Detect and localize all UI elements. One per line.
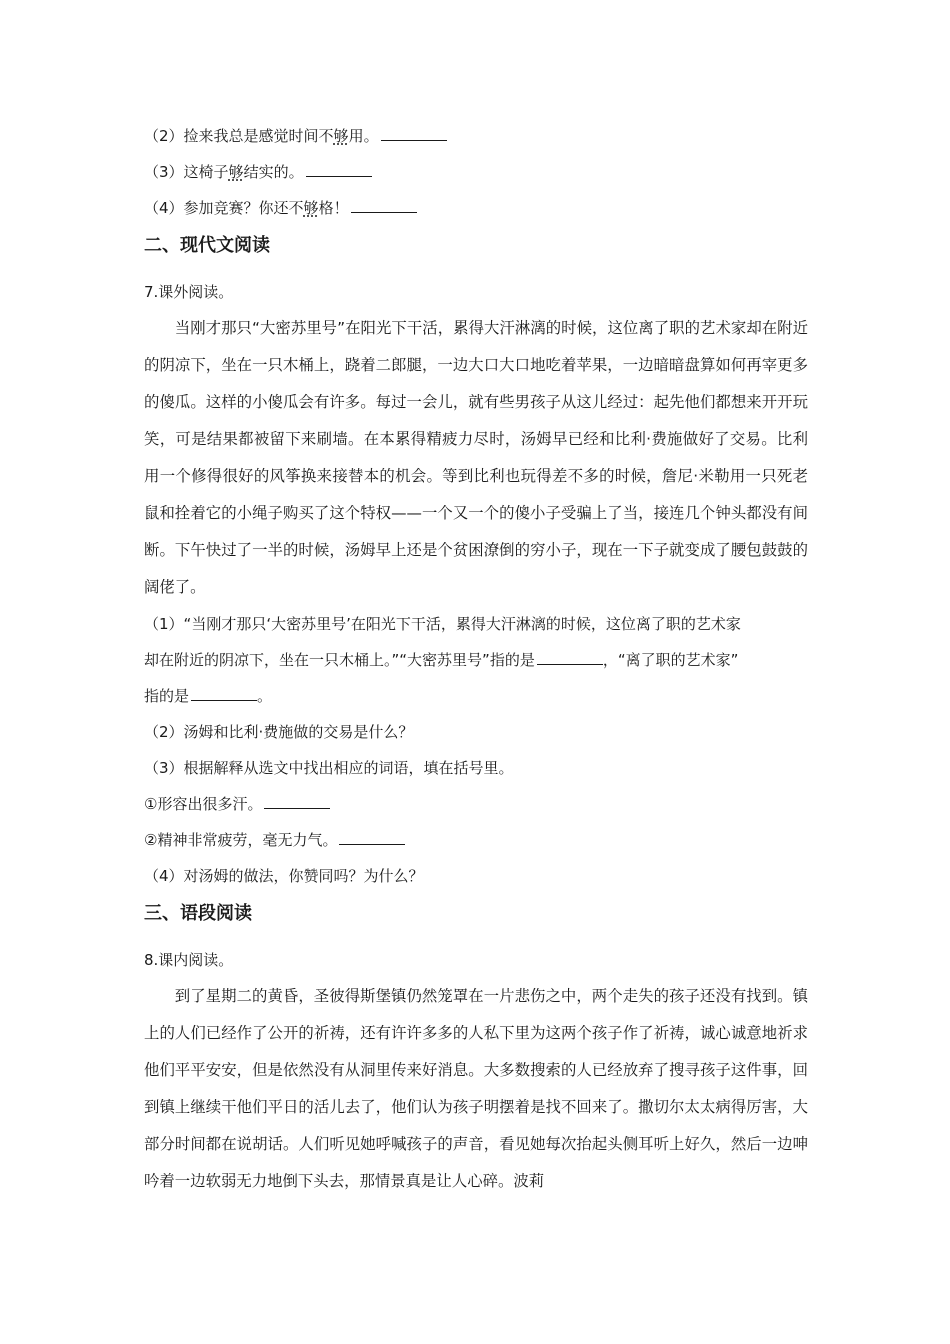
- reading-passage-1: 当刚才那只“大密苏里号”在阳光下干活，累得大汗淋漓的时候，这位离了职的艺术家却在附近的阴凉下，坐在一只木桶上，跷着二郎腿，一边大口大口地吃着苹果，一边暗暗盘算如何再宰更多的傻瓜。这样的小傻瓜会有许多。每过一会儿，就有些男孩子从这儿经过：起先他们都想来开开玩笑，可是结果都被留下来刷墙。在本累得精疲力尽时，汤姆早已经和比利·费施做好了交易。比利用一个修得很好的风筝换来接替本的机会。等到比利也玩得差不多的时候，詹尼·米勒用一只死老鼠和拴着它的小绳子购买了这个特权——一个又一个的傻小子受骗上了当，接连几个钟头都没有间断。下午快过了一半的时候，汤姆早上还是个贫困潦倒的穷小子，现在一下子就变成了腰包鼓鼓的阔佬了。: [144, 319, 808, 596]
- question-text: （3）这椅子: [144, 163, 229, 181]
- question-label-8: 8.课内阅读。: [144, 951, 234, 969]
- question-text: ①形容出很多汗。: [144, 795, 263, 813]
- answer-blank[interactable]: [381, 126, 447, 141]
- answer-blank[interactable]: [306, 162, 372, 177]
- subquestion-2: （2）汤姆和比利·费施做的交易是什么？: [144, 723, 414, 741]
- question-text: 。: [257, 687, 273, 705]
- question-line-4: [144, 190, 808, 226]
- question-text: ，“离了职的艺术家”: [602, 651, 739, 669]
- subquestion-4: （4）对汤姆的做法，你赞同吗？为什么？: [144, 867, 424, 885]
- subquestion-3-item-1: [144, 786, 808, 822]
- question-text: 格！: [318, 199, 349, 217]
- answer-blank[interactable]: [537, 650, 603, 665]
- question-text: （4）参加竞赛？你还不: [144, 199, 304, 217]
- subquestion-1-line-1: （1）“当刚才那只‘大密苏里号’在阳光下干活，累得大汗淋漓的时候，这位离了职的艺术家: [144, 615, 741, 633]
- document-content: [144, 118, 808, 1200]
- subquestion-1-line-2: [144, 642, 808, 678]
- emphasized-char: 够: [303, 199, 319, 217]
- answer-blank[interactable]: [264, 794, 330, 809]
- question-text: 结实的。: [243, 163, 304, 181]
- question-text: ②精神非常疲劳，毫无力气。: [144, 831, 338, 849]
- subquestion-1-line-3: [144, 678, 808, 714]
- subquestion-3: （3）根据解释从选文中找出相应的词语，填在括号里。: [144, 759, 514, 777]
- emphasized-char: 够: [228, 163, 244, 181]
- question-label-7: 7.课外阅读。: [144, 283, 234, 301]
- question-text: 却在附近的阴凉下，坐在一只木桶上。”“大密苏里号”指的是: [144, 651, 535, 669]
- answer-blank[interactable]: [339, 830, 405, 845]
- emphasized-char: 够: [333, 127, 349, 145]
- question-line-2: [144, 118, 808, 154]
- question-text: （2）捡来我总是感觉时间不: [144, 127, 334, 145]
- subquestion-3-item-2: [144, 822, 808, 858]
- question-line-3: [144, 154, 808, 190]
- section-heading-2: 二、现代文阅读: [144, 235, 270, 256]
- answer-blank[interactable]: [191, 686, 257, 701]
- question-text: 指的是: [144, 687, 190, 705]
- section-heading-3: 三、语段阅读: [144, 903, 252, 924]
- question-text: 用。: [348, 127, 379, 145]
- reading-passage-2: 到了星期二的黄昏，圣彼得斯堡镇仍然笼罩在一片悲伤之中，两个走失的孩子还没有找到。镇上的人们已经作了公开的祈祷，还有许许多多的人私下里为这两个孩子作了祈祷，诚心诚意地祈求他们平平安安，但是依然没有从洞里传来好消息。大多数搜索的人已经放弃了搜寻孩子这件事，回到镇上继续干他们平日的活儿去了，他们认为孩子明摆着是找不回来了。撒切尔太太病得厉害，大部分时间都在说胡话。人们听见她呼喊孩子的声音，看见她每次抬起头侧耳听上好久，然后一边呻吟着一边软弱无力地倒下头去，那情景真是让人心碎。波莉: [144, 987, 808, 1190]
- answer-blank[interactable]: [351, 198, 417, 213]
